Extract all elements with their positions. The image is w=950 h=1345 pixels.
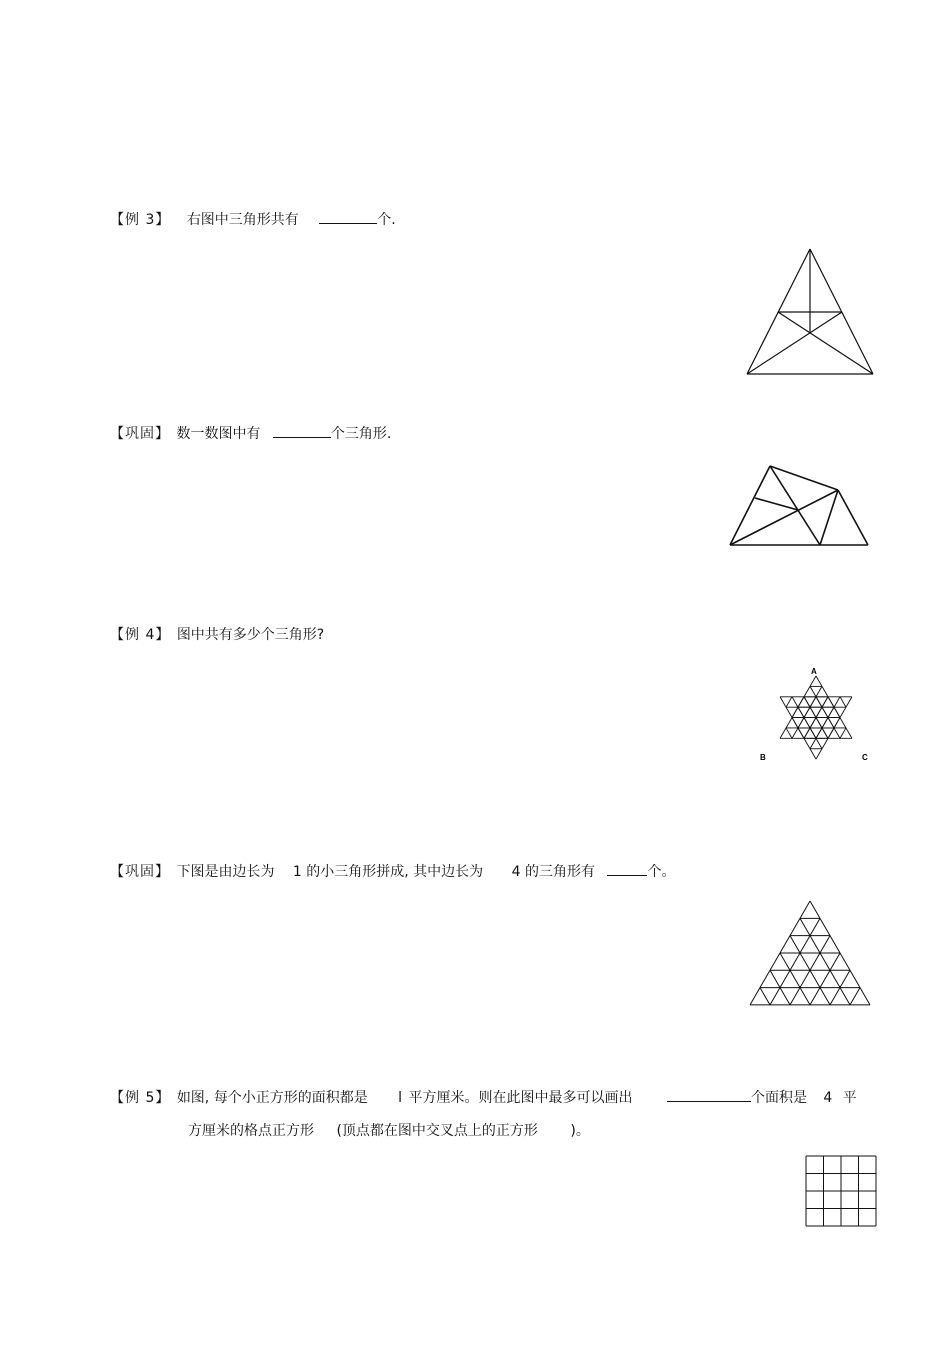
problem-text: 数一数图中有 — [176, 426, 261, 442]
problem-suffix: 个。 — [647, 864, 676, 880]
problem-ex3 — [110, 210, 396, 229]
label-a: A — [811, 667, 817, 676]
problem-tag: 【例 3】 — [110, 212, 171, 228]
problem-text-5: 方厘米的格点正方形 — [188, 1123, 314, 1139]
problem-text-1: 如图, 每个小正方形的面积都是 — [176, 1090, 368, 1106]
problem-tag: 【巩固】 — [110, 426, 170, 442]
problem-ex4 — [110, 626, 324, 644]
problem-tag: 【例 5】 — [110, 1090, 171, 1106]
problem-tag: 【例 4】 — [110, 627, 171, 643]
answer-blank[interactable] — [319, 210, 377, 224]
triangle-grid-figure — [746, 898, 876, 1014]
problem-text: 图中共有多少个三角形? — [176, 627, 325, 643]
problem-ex5 — [110, 1088, 857, 1107]
problem-text-2: 的小三角形拼成, 其中边长为 — [306, 864, 484, 880]
problem-suffix: 个. — [377, 212, 396, 228]
triangle-figure-2 — [726, 462, 872, 550]
triangle-figure-1 — [744, 246, 876, 378]
answer-blank[interactable] — [667, 1088, 751, 1102]
problem-ex5-line2 — [188, 1122, 590, 1140]
problem-text-3: 个面积是 — [750, 1090, 807, 1106]
star-figure — [756, 662, 876, 790]
problem-text-2: 平方厘米。则在此图中最多可以画出 — [408, 1090, 633, 1106]
answer-blank[interactable] — [607, 862, 647, 876]
problem-tag: 【巩固】 — [110, 864, 170, 880]
problem-text-7: )。 — [570, 1123, 590, 1139]
answer-blank[interactable] — [273, 424, 331, 438]
problem-number-1: l — [398, 1090, 403, 1106]
problem-text-1: 下图是由边长为 — [176, 864, 275, 880]
problem-text-6: (顶点都在图中交叉点上的正方形 — [336, 1123, 538, 1139]
problem-text-3: 的三角形有 — [525, 864, 596, 880]
problem-number-2: 4 — [823, 1090, 833, 1106]
problem-text-4: 平 — [842, 1090, 857, 1106]
square-grid-figure — [804, 1154, 880, 1230]
label-b: B — [760, 753, 766, 762]
problem-suffix: 个三角形. — [330, 426, 392, 442]
problem-number-1: 1 — [292, 864, 302, 880]
problem-number-2: 4 — [511, 864, 521, 880]
problem-consolidate-1 — [110, 424, 391, 443]
label-c: C — [862, 753, 868, 762]
problem-text: 右图中三角形共有 — [186, 212, 299, 228]
problem-consolidate-2 — [110, 862, 675, 881]
